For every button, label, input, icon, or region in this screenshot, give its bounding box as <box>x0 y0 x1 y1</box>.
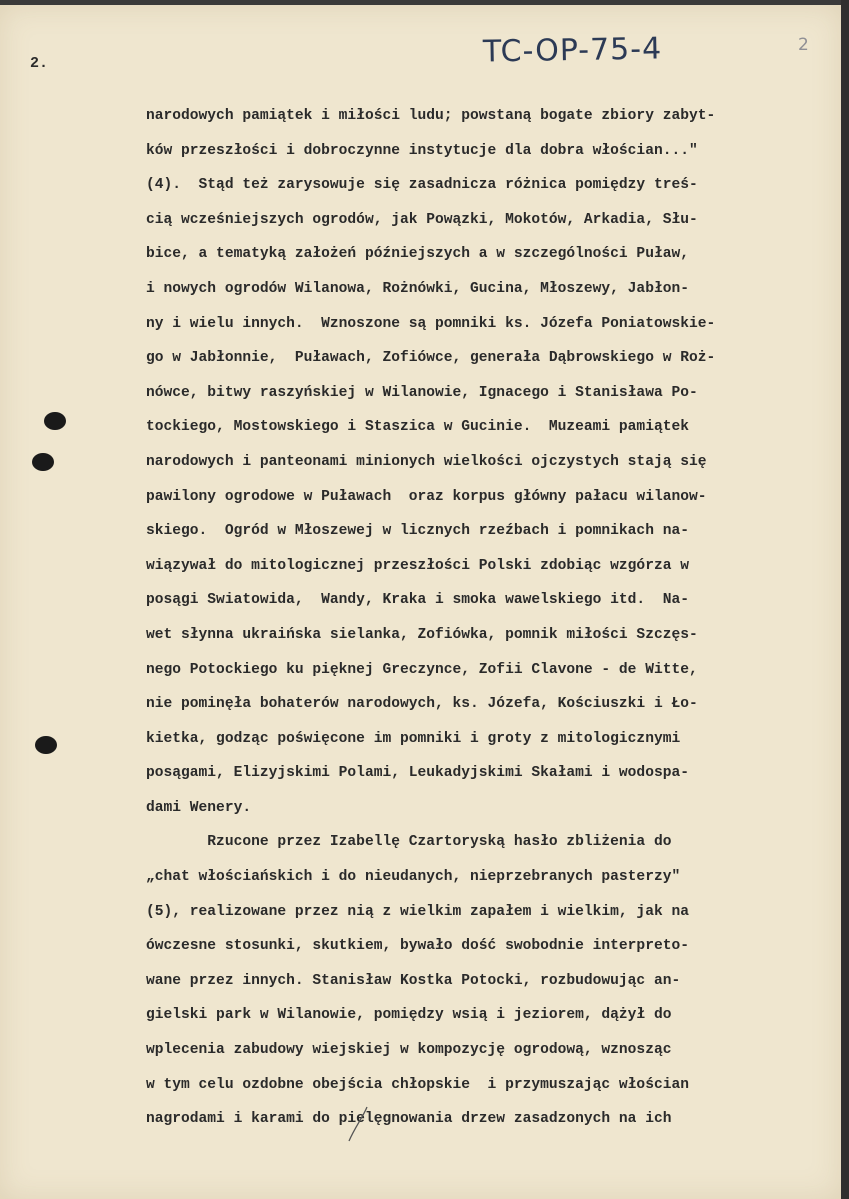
text-line: dami Wenery. <box>146 799 252 816</box>
text-line: ków przeszłości i dobroczynne instytucje dla dobra włościan..." <box>146 142 698 159</box>
text-line: narodowych pamiątek i miłości ludu; powstaną bogate zbiory zabyt- <box>146 108 716 124</box>
text-line: „chat włościańskich i do nieudanych, nieprzebranych pasterzy" <box>146 869 681 886</box>
text-line: wplecenia zabudowy wiejskiej w kompozycję ogrodową, wznosząc <box>146 1042 672 1059</box>
text-line: nagrodami i karami do pielęgnowania drzew zasadzonych na ich <box>146 1111 672 1128</box>
text-line: bice, a tematyką założeń późniejszych a w szczególności Puław, <box>146 246 689 263</box>
text-line: go w Jabłonnie, Puławach, Zofiówce, generała Dąbrowskiego w Roż- <box>146 350 716 367</box>
text-line: posągami, Elizyjskimi Polami, Leukadyjskimi Skałami i wodospa- <box>146 765 689 782</box>
text-line: narodowych i panteonami minionych wielkości ojczystych stają się <box>146 453 707 470</box>
text-line: gielski park w Wilanowie, pomiędzy wsią i jeziorem, dążył do <box>146 1007 672 1024</box>
handwritten-reference-code: TC-OP-75-4 <box>482 31 663 70</box>
pen-stroke-mark <box>345 1105 375 1145</box>
text-line: (4). Stąd też zarysowuje się zasadnicza różnica pomiędzy treś- <box>146 177 698 194</box>
punch-hole <box>44 412 66 430</box>
text-line: kietka, godząc poświęcone im pomniki i groty z mitologicznymi <box>146 730 681 747</box>
text-line: wet słynna ukraińska sielanka, Zofiówka, pomnik miłości Szczęs- <box>146 626 698 643</box>
text-line: cią wcześniejszych ogrodów, jak Powązki, Mokotów, Arkadia, Słu- <box>146 211 698 228</box>
page-number: 2. <box>30 55 49 72</box>
text-line: nówce, bitwy raszyńskiej w Wilanowie, Ignacego i Stanisława Po- <box>146 384 698 401</box>
text-line: i nowych ogrodów Wilanowa, Rożnówki, Gucina, Młoszewy, Jabłon- <box>146 280 689 297</box>
text-line: ówczesne stosunki, skutkiem, bywało dość swobodnie interpreto- <box>146 938 689 955</box>
punch-hole <box>35 736 57 754</box>
text-line: pawilony ogrodowe w Puławach oraz korpus główny pałacu wilanow- <box>146 488 707 505</box>
text-line: wiązywał do mitologicznej przeszłości Polski zdobiąc wzgórza w <box>146 557 689 574</box>
pencil-sheet-number: 2 <box>798 35 809 55</box>
text-line: nie pominęła bohaterów narodowych, ks. Józefa, Kościuszki i Ło- <box>146 696 698 713</box>
document-page <box>0 5 841 1199</box>
text-line: Rzucone przez Izabellę Czartoryską hasło zbliżenia do <box>146 834 672 851</box>
punch-hole <box>32 453 54 471</box>
text-line: tockiego, Mostowskiego i Staszica w Gucinie. Muzeami pamiątek <box>146 419 689 436</box>
text-line: (5), realizowane przez nią z wielkim zapałem i wielkim, jak na <box>146 903 689 920</box>
text-line: ny i wielu innych. Wznoszone są pomniki ks. Józefa Poniatowskie- <box>146 315 716 332</box>
scan-edge <box>841 0 849 1199</box>
typewritten-body <box>146 99 836 1137</box>
text-line: wane przez innych. Stanisław Kostka Potocki, rozbudowując an- <box>146 972 681 989</box>
text-line: w tym celu ozdobne obejścia chłopskie i przymuszając włościan <box>146 1076 689 1093</box>
text-line: skiego. Ogród w Młoszewej w licznych rzeźbach i pomnikach na- <box>146 523 689 540</box>
text-line: posągi Swiatowida, Wandy, Kraka i smoka wawelskiego itd. Na- <box>146 592 689 609</box>
text-line: nego Potockiego ku pięknej Greczynce, Zofii Clavone - de Witte, <box>146 661 698 678</box>
